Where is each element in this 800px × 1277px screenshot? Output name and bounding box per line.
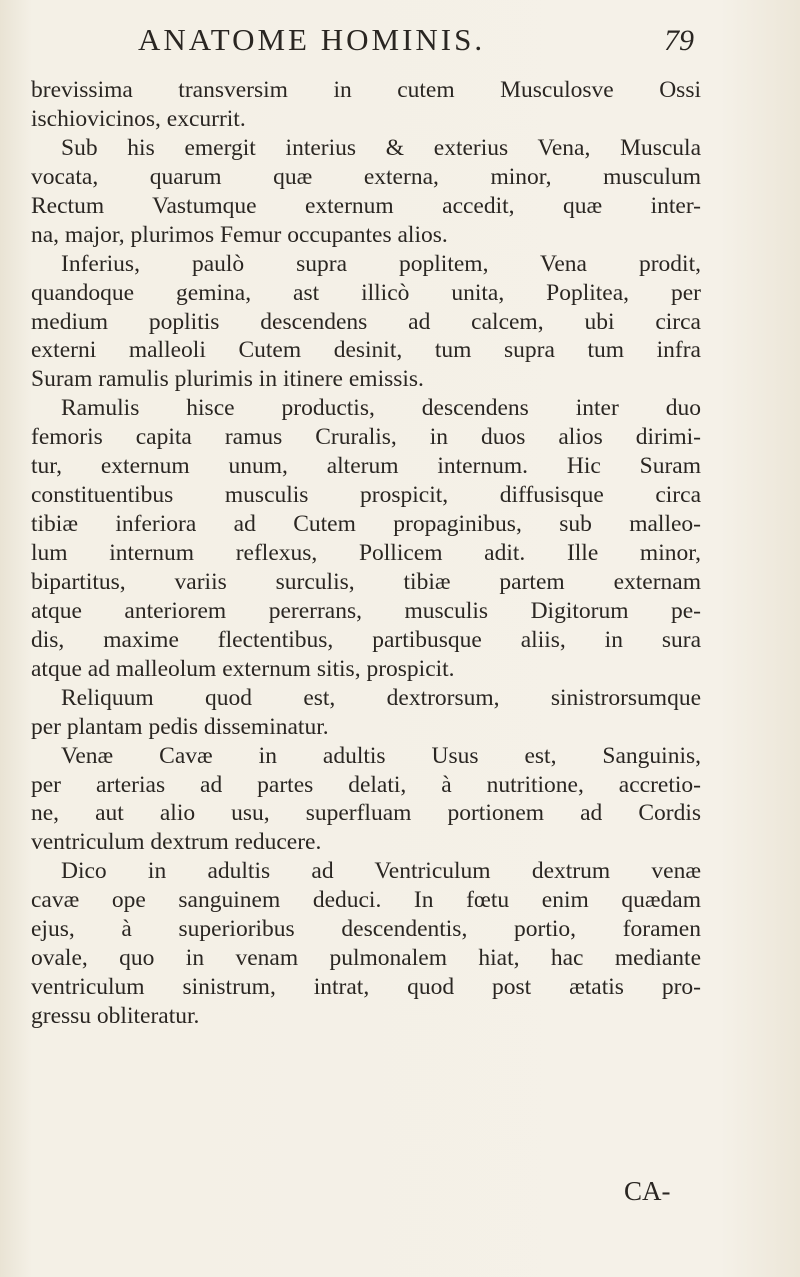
text-line: externi malleoli Cutem desinit, tum supra tum infra <box>31 337 701 364</box>
text-line: Dico in adultis ad Ventriculum dextrum venæ <box>61 858 701 885</box>
text-line: Rectum Vastumque externum accedit, quæ inter- <box>31 192 701 219</box>
text-line: ejus, à superioribus descendentis, portio, foramen <box>31 916 701 943</box>
page-number: 79 <box>664 24 694 57</box>
text-line: Sub his emergit interius & exterius Vena, Muscula <box>61 134 701 161</box>
text-line: Ramulis hisce productis, descendens inter duo <box>61 395 701 422</box>
text-line: constituentibus musculis prospicit, diffusisque circa <box>31 482 701 509</box>
text-line: medium poplitis descendens ad calcem, ubi circa <box>31 308 701 335</box>
text-line: quandoque gemina, ast illicò unita, Poplitea, per <box>31 279 701 306</box>
text-line: ischiovicinos, excurrit. <box>31 105 246 132</box>
text-line: lum internum reflexus, Pollicem adit. Ille minor, <box>31 540 701 566</box>
text-line: cavæ ope sanguinem deduci. In fœtu enim quædam <box>31 887 701 914</box>
text-line: ne, aut alio usu, superfluam portionem ad Cordis <box>31 800 701 827</box>
catchword: CA- <box>624 1176 671 1206</box>
text-line: ovale, quo in venam pulmonalem hiat, hac mediante <box>31 945 701 972</box>
text-line: bipartitus, variis surculis, tibiæ partem externam <box>31 568 701 595</box>
text-line: Inferius, paulò supra poplitem, Vena prodit, <box>61 250 701 277</box>
text-line: ventriculum dextrum reducere. <box>31 829 322 856</box>
text-line: per plantam pedis disseminatur. <box>31 713 329 740</box>
text-line: tibiæ inferiora ad Cutem propaginibus, sub malleo- <box>31 511 701 538</box>
running-head: ANATOME HOMINIS. <box>138 22 486 57</box>
text-line: Venæ Cavæ in adultis Usus est, Sanguinis, <box>61 742 701 769</box>
text-line: gressu obliteratur. <box>31 1003 200 1029</box>
text-line: vocata, quarum quæ externa, minor, musculum <box>31 163 701 190</box>
text-line: ventriculum sinistrum, intrat, quod post ætatis pro- <box>31 974 701 1001</box>
text-line: tur, externum unum, alterum internum. Hic Suram <box>31 453 701 480</box>
text-line: Reliquum quod est, dextrorsum, sinistrorsumque <box>61 684 701 711</box>
text-line: na, major, plurimos Femur occupantes alios. <box>31 221 448 248</box>
text-line: dis, maxime flectentibus, partibusque aliis, in sura <box>31 626 701 653</box>
text-line: Suram ramulis plurimis in itinere emissis. <box>31 366 424 393</box>
text-line: femoris capita ramus Cruralis, in duos alios dirimi- <box>31 424 701 451</box>
text-line: per arterias ad partes delati, à nutritione, accretio- <box>31 771 701 798</box>
page-header <box>0 22 800 72</box>
text-line: atque anteriorem pererrans, musculis Digitorum pe- <box>31 597 701 624</box>
text-line: atque ad malleolum externum sitis, prospicit. <box>31 655 455 682</box>
text-line: brevissima transversim in cutem Musculosve Ossi <box>31 77 701 103</box>
text-body <box>31 76 701 1031</box>
